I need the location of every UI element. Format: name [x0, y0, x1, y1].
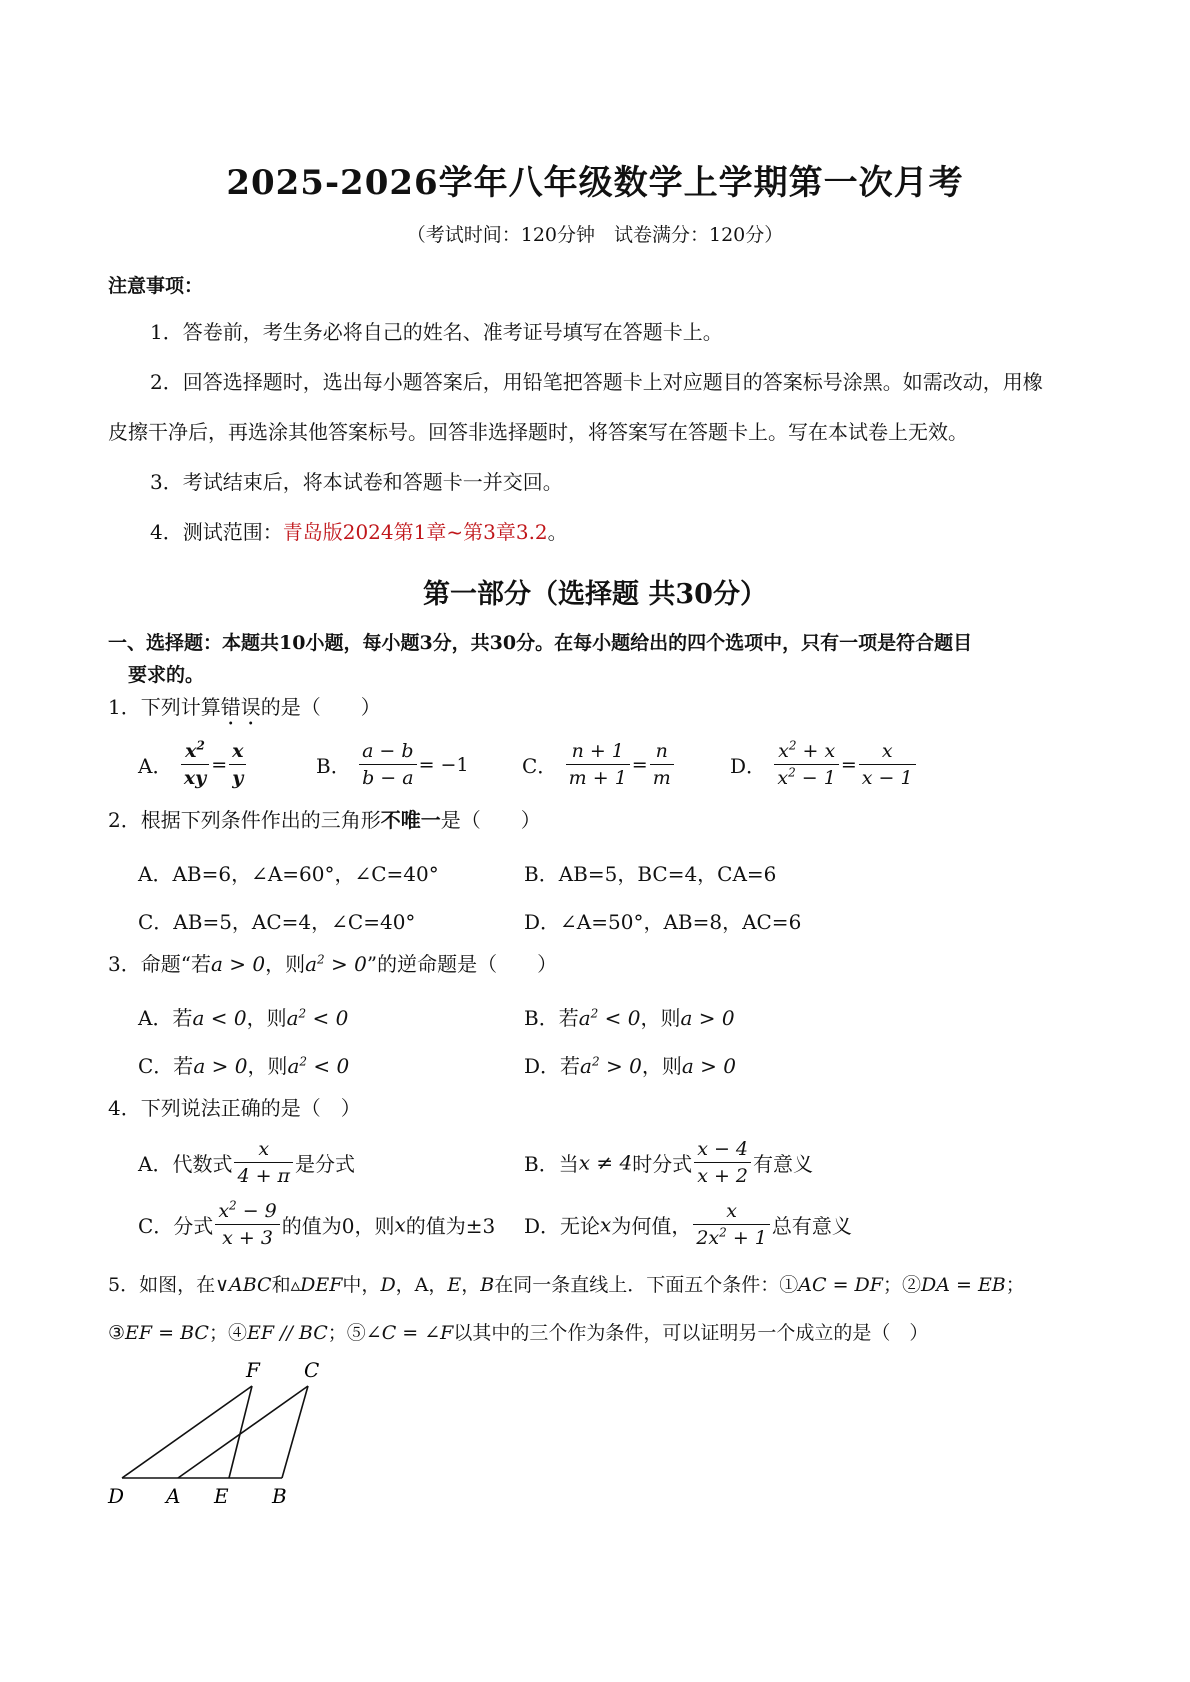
note-1: 1．答卷前，考生务必将自己的姓名、准考证号填写在答题卡上。 — [150, 320, 723, 344]
q3-option-a: A．若a < 0，则$a^2 < 0$ — [138, 1006, 349, 1030]
label-c: C — [304, 1358, 320, 1382]
q4-option-d: D．无论x为何值， $\frac{x}{2x^2 + 1}$ 总有意义 — [524, 1200, 852, 1249]
section-heading-b: 要求的。 — [128, 664, 205, 686]
q1-option-c: C． $\frac{n + 1}{m + 1}$ = $\frac{n}{m}$ — [522, 738, 676, 791]
label-b: B — [272, 1484, 287, 1508]
q2-option-a: A．AB=6，∠A=60°，∠C=40° — [138, 862, 439, 886]
note-4-suffix: 。 — [547, 520, 568, 544]
label-f: F — [246, 1358, 260, 1382]
q1-stem-emphasis: 错误 — [220, 695, 261, 719]
q2-option-c: C．AB=5，AC=4，∠C=40° — [138, 910, 416, 934]
q1-d-rhs: $\frac{x}{x - 1}$ — [859, 738, 916, 791]
q3-option-d: D．若$a^2 > 0$，则a > 0 — [524, 1054, 736, 1078]
page-title: 2025-2026学年八年级数学上学期第一次月考 — [226, 163, 964, 203]
q1-c-lhs: $\frac{n + 1}{m + 1}$ — [566, 738, 630, 791]
note-4 — [150, 522, 568, 542]
q2-stem-emphasis: 不唯一 — [380, 808, 441, 832]
q2-stem — [108, 810, 541, 830]
label-a: A — [166, 1484, 181, 1508]
q1-stem-a: 1．下列计算 — [108, 695, 221, 719]
q4-option-c: C．分式 $\frac{x^2 - 9}{x + 3}$ 的值为0，则x的值为±3 — [138, 1198, 496, 1249]
q1-option-a: A． $\frac{x^2}{xy}$ = $\frac{x}{y}$ — [138, 738, 248, 791]
part-title: 第一部分（选择题 共30分） — [423, 579, 767, 610]
test-range: 青岛版2024第1章~第3章3.2 — [282, 520, 548, 544]
q1-b-lhs: $\frac{a - b}{b - a}$ — [359, 738, 417, 791]
q5-line-2: ③EF = BC；④EF // BC；⑤∠C = ∠F以其中的三个作为条件，可以证明另一个成立的是（ ） — [108, 1322, 929, 1344]
q2-option-b: B．AB=5，BC=4，CA=6 — [524, 862, 777, 886]
q4-stem: 4．下列说法正确的是（ ） — [108, 1096, 361, 1120]
notes-heading: 注意事项： — [108, 275, 204, 297]
q4-option-a: A．代数式 $\frac{x}{4 + \pi}$ 是分式 — [138, 1138, 356, 1187]
q1-a-label: A． — [138, 754, 173, 778]
q1-b-label: B． — [316, 754, 351, 778]
q1-c-rhs: $\frac{n}{m}$ — [650, 738, 674, 791]
note-4-prefix: 4．测试范围： — [150, 520, 283, 544]
segment-c-b — [282, 1386, 308, 1478]
q5-line-1: 5．如图，在∨ABC和▵DEF中，D，A，E，B在同一条直线上．下面五个条件：①AC = DF；②DA = EB； — [108, 1274, 1025, 1296]
q3-stem: 3．命题“若a > 0，则$a^2 > 0$”的逆命题是（ ） — [108, 952, 558, 976]
q3-option-c: C．若a > 0，则$a^2 < 0$ — [138, 1054, 350, 1078]
note-2b: 皮擦干净后，再选涂其他答案标号。回答非选择题时，将答案写在答题卡上。写在本试卷上无效。 — [108, 420, 968, 444]
q2-stem-a: 2．根据下列条件作出的三角形 — [108, 808, 381, 832]
q1-stem-b: 的是（ ） — [260, 695, 381, 719]
q4-option-b: B．当x ≠ 4时分式 $\frac{x - 4}{x + 2}$ 有意义 — [524, 1138, 813, 1187]
q1-d-lhs: $\frac{x^2 + x}{x^2 - 1}$ — [774, 738, 838, 791]
note-2a: 2．回答选择题时，选出每小题答案后，用铅笔把答题卡上对应题目的答案标号涂黑。如需改动，用橡 — [150, 370, 1043, 394]
label-e: E — [214, 1484, 229, 1508]
note-3: 3．考试结束后，将本试卷和答题卡一并交回。 — [150, 470, 563, 494]
q1-a-lhs: $\frac{x^2}{xy}$ — [181, 738, 209, 791]
q1-option-b: B． $\frac{a - b}{b - a}$ = −1 — [316, 740, 469, 789]
q1-d-label: D． — [730, 754, 767, 778]
q2-option-d: D．∠A=50°，AB=8，AC=6 — [524, 910, 802, 934]
q1-a-rhs: $\frac{x}{y}$ — [229, 738, 246, 791]
segment-a-c — [178, 1386, 308, 1478]
q3-option-b: B．若$a^2 < 0$，则a > 0 — [524, 1006, 735, 1030]
section-heading-a: 一、选择题：本题共10小题，每小题3分，共30分。在每小题给出的四个选项中，只有一项是符合题目 — [108, 632, 973, 654]
q1-option-d: D． $\frac{x^2 + x}{x^2 - 1}$ = $\frac{x}{x - 1}$ — [730, 738, 918, 791]
q1-stem — [108, 695, 381, 730]
label-d: D — [108, 1484, 125, 1508]
exam-info: （考试时间：120分钟 试卷满分：120分） — [406, 224, 784, 246]
q2-stem-b: 是（ ） — [440, 808, 541, 832]
q1-c-label: C． — [522, 754, 558, 778]
triangle-figure — [100, 1355, 340, 1515]
